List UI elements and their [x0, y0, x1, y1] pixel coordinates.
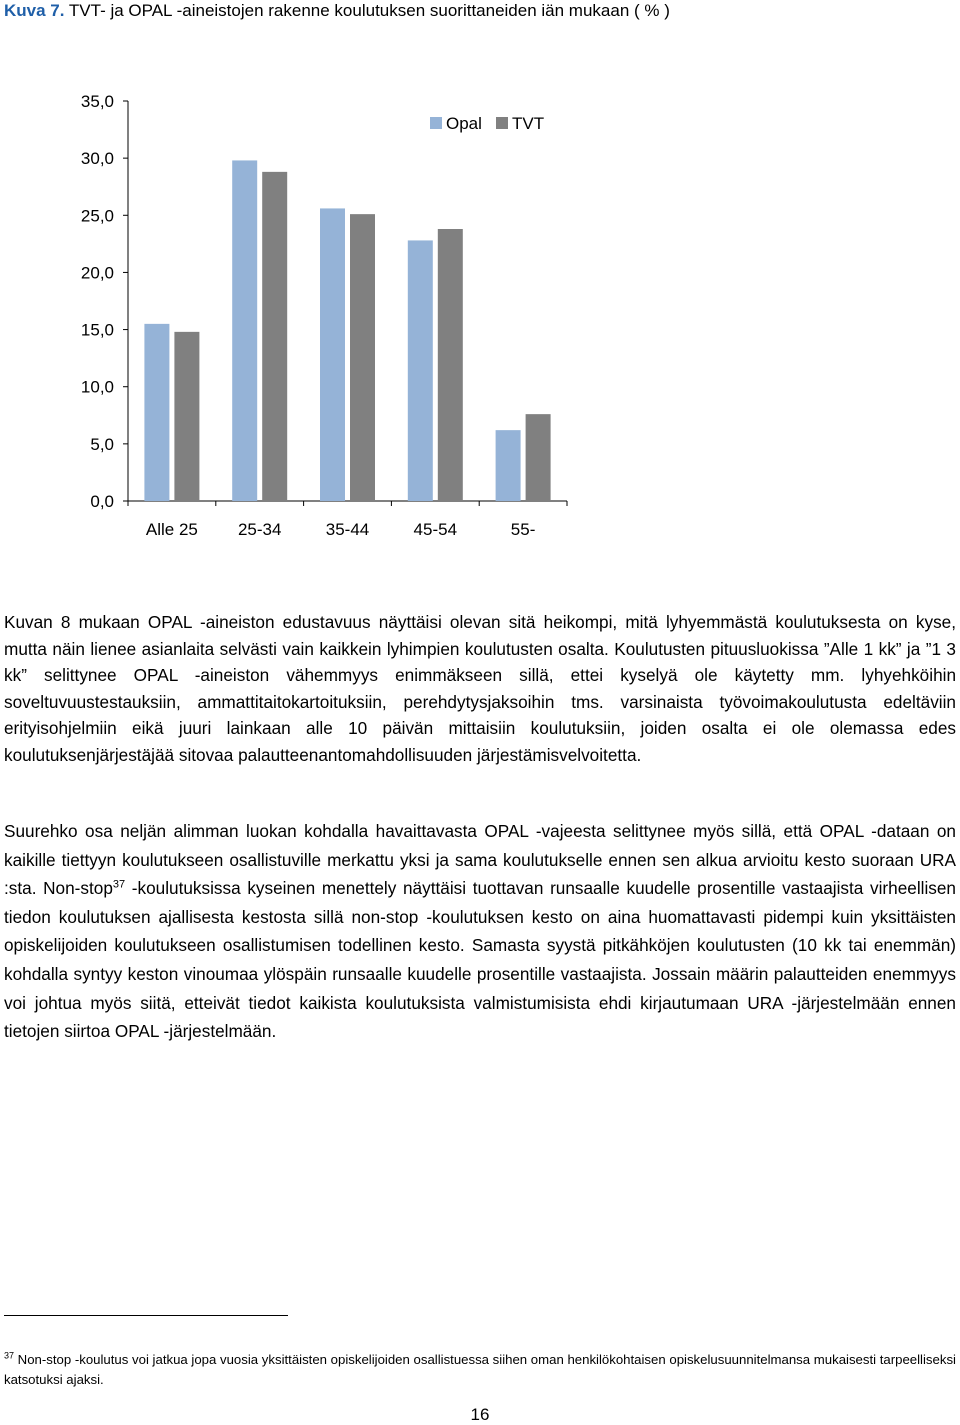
bar-opal	[496, 430, 521, 501]
x-tick-label: 55-	[510, 520, 536, 539]
bar-tvt	[526, 414, 551, 501]
footnote-number: 37	[4, 1350, 15, 1361]
footnote-text: Non-stop -koulutus voi jatkua jopa vuosia yksittäisten opiskelijoiden osallistuessa siihen oman henkilökohtaisen opiskelusuunnitelmansa mukaisesti tarpeelliseksi katsotuksi ajaksi.	[4, 1352, 956, 1387]
bar-opal	[320, 208, 345, 501]
body-paragraph-1: Kuvan 8 mukaan OPAL -aineiston edustavuus näyttäisi olevan sitä heikompi, mitä lyhyemmästä koulutuksesta on kyse, mutta näin lienee asianlaita selvästi vain kaikkein lyhimpien koulutusten osalta. Koulutusten pituusluokissa ”Alle 1 kk” ja ”1 3 kk” selittynee OPAL -aineiston vähemmyys enimmäkseen sillä, ettei kyselyä ole käytetty mm. lyhyehköihin soveltuvuustestauksiin, ammattitaitokartoituksiin, perehdytysjaksoihin tms. varsinaista työvoimakoulutusta edeltäviin erityisohjelmiin eikä juuri lainkaan alle 10 päivän mittaisiin koulutuksiin, joiden osalta ei ole olemassa edes koulutuksenjärjestäjää sitovaa palautteenantomahdollisuuden järjestämisvelvoitetta.	[4, 612, 956, 765]
y-tick-label: 30,0	[80, 149, 114, 169]
y-tick-label: 15,0	[80, 320, 114, 340]
footnote-separator	[4, 1315, 288, 1316]
bar-tvt	[438, 229, 463, 501]
y-tick-label: 5,0	[90, 434, 114, 454]
bar-opal	[232, 160, 257, 501]
footnote-reference: 37	[112, 878, 126, 891]
body-paragraph-2	[4, 817, 956, 1046]
legend-swatch-opal	[430, 117, 442, 129]
page-number: 16	[470, 1405, 490, 1424]
legend-label-opal: Opal	[446, 114, 482, 133]
figure-caption-label: Kuva 7.	[4, 1, 65, 20]
figure-caption	[4, 0, 670, 22]
x-tick-label: 35-44	[325, 520, 370, 539]
legend-label-tvt: TVT	[512, 114, 545, 133]
x-tick-label: 45-54	[413, 520, 458, 539]
bar-chart-svg	[0, 80, 960, 550]
body-paragraph-2-part-a: Suurehko osa neljän alimman luokan kohdalla havaittavasta OPAL -vajeesta selittynee myös sillä, että OPAL -dataan on kaikille tiettyyn koulutukseen osallistuville merkattu yksi ja sama koulutukselle ennen sen alkua arvioitu kesto suoraan URA :sta. Non-stop	[4, 821, 956, 899]
footnote	[4, 1350, 956, 1390]
y-tick-label: 0,0	[90, 492, 114, 511]
bar-opal	[144, 324, 169, 501]
body-paragraph-2-part-b: -koulutuksissa kyseinen menettely näyttäisi tuottavan runsaalle kuudelle prosentille vastaajista virheellisen tiedon koulutuksen ajallisesta kestosta sillä non-stop -koulutuksen kesto on aina huomattavasti pidempi kuin yksittäisten opiskelijoiden koulutukseen osallistumisen todellinen kesto. Samasta syystä pitkähköjen koulutusten (10 kk tai enemmän) kohdalla syntyy keston vinoumaa ylöspäin runsaalle kuudelle prosentille vastaajista. Jossain määrin palautteiden enemmyys voi johtua myös siitä, etteivät tiedot kaikista koulutuksista valmistumisista ehdi kirjautumaan URA -järjestelmään ennen tietojen siirtoa OPAL -järjestelmään.	[4, 878, 956, 1042]
y-tick-label: 10,0	[80, 377, 114, 397]
y-tick-label: 35,0	[80, 92, 114, 111]
bar-tvt	[262, 172, 287, 501]
legend-swatch-tvt	[496, 117, 508, 129]
y-tick-label: 20,0	[80, 263, 114, 283]
x-tick-label: 25-34	[237, 520, 282, 539]
x-tick-label: Alle 25	[145, 520, 198, 539]
bar-tvt	[350, 214, 375, 501]
y-tick-label: 25,0	[80, 206, 114, 226]
figure-caption-text: TVT- ja OPAL -aineistojen rakenne koulutuksen suorittaneiden iän mukaan ( % )	[68, 1, 670, 20]
bar-tvt	[174, 332, 199, 501]
bar-opal	[408, 240, 433, 501]
bar-chart	[0, 80, 960, 550]
